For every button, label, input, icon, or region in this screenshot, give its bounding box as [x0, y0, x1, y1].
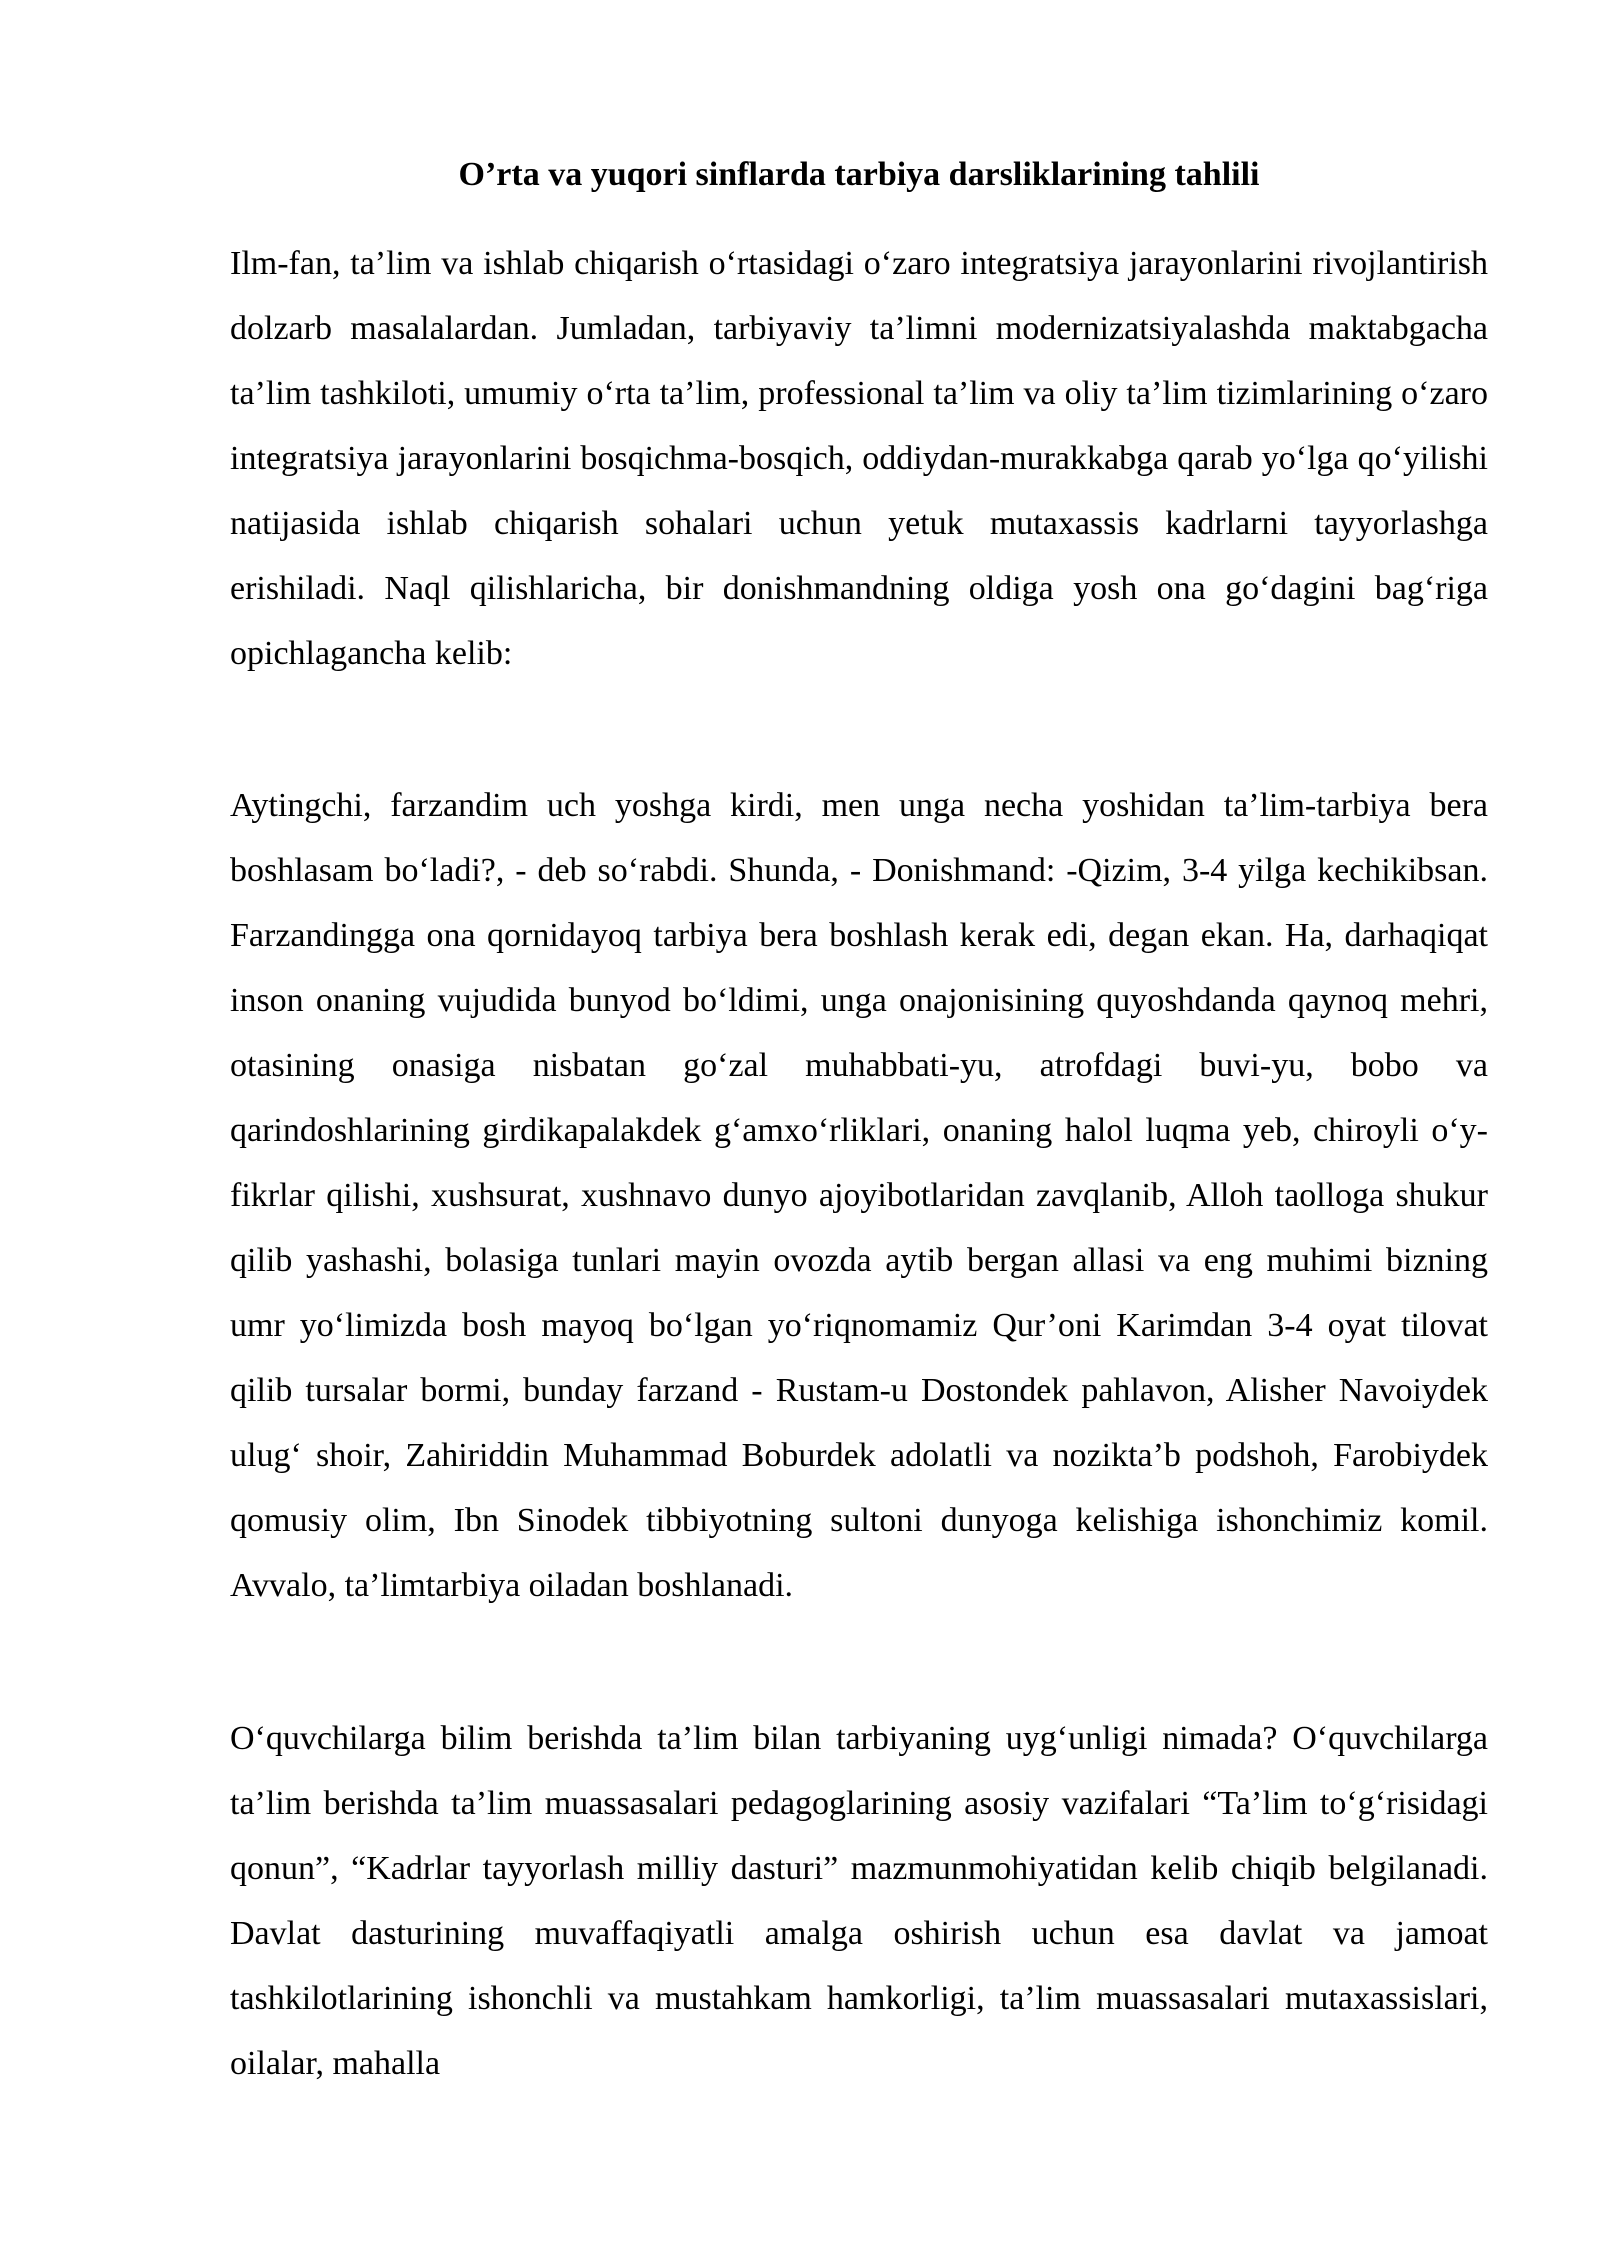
paragraph-1: Ilm-fan, ta’lim va ishlab chiqarish o‘rtasidagi o‘zaro integratsiya jarayonlarini rivojlantirish dolzarb masalalardan. Jumladan, tarbiyaviy ta’limni modernizatsiyalashda maktabgacha ta’lim tashkiloti, umumiy o‘rta ta’lim, professional ta’lim va oliy ta’lim tizimlarining o‘zaro integratsiya jarayonlarini bosqichma-bosqich, oddiydan-murakkabga qarab yo‘lga qo‘yilishi natijasida ishlab chiqarish sohalari uchun yetuk mutaxassis kadrlarni tayyorlashga erishiladi. Naql qilishlaricha, bir donishmandning oldiga yosh ona go‘dagini bag‘riga opichlagancha kelib:	[230, 245, 1488, 672]
paragraph-3: O‘quvchilarga bilim berishda ta’lim bilan tarbiyaning uyg‘unligi nimada? O‘quvchilarga ta’lim berishda ta’lim muassasalari pedagoglarining asosiy vazifalari “Ta’lim to‘g‘risidagi qonun”, “Kadrlar tayyorlash milliy dasturi” mazmunmohiyatidan kelib chiqib belgilanadi. Davlat dasturining muvaffaqiyatli amalga oshirish uchun esa davlat va jamoat tashkilotlarining ishonchli va mustahkam hamkorligi, ta’lim muassasalari mutaxassislari, oilalar, mahalla	[230, 1720, 1488, 2082]
document-title: O’rta va yuqori sinflarda tarbiya darsliklarining tahlili	[458, 156, 1260, 193]
paragraph-2: Aytingchi, farzandim uch yoshga kirdi, men unga necha yoshidan ta’lim-tarbiya bera boshlasam bo‘ladi?, - deb so‘rabdi. Shunda, - Donishmand: -Qizim, 3-4 yilga kechikibsan. Farzandingga ona qornidayoq tarbiya bera boshlash kerak edi, degan ekan. Ha, darhaqiqat inson onaning vujudida bunyod bo‘ldimi, unga onajonisining quyoshdanda qaynoq mehri, otasining onasiga nisbatan go‘zal muhabbati-yu, atrofdagi buvi-yu, bobo va qarindoshlarining girdikapalakdek g‘amxo‘rliklari, onaning halol luqma yeb, chiroyli o‘y-fikrlar qilishi, xushsurat, xushnavo dunyo ajoyibotlaridan zavqlanib, Alloh taolloga shukur qilib yashashi, bolasiga tunlari mayin ovozda aytib bergan allasi va eng muhimi bizning umr yo‘limizda bosh mayoq bo‘lgan yo‘riqnomamiz Qur’oni Karimdan 3-4 oyat tilovat qilib tursalar bormi, bunday farzand - Rustam-u Dostondek pahlavon, Alisher Navoiydek ulug‘ shoir, Zahiriddin Muhammad Boburdek adolatli va nozikta’b podshoh, Farobiydek qomusiy olim, Ibn Sinodek tibbiyotning sultoni dunyoga kelishiga ishonchimiz komil. Avvalo, ta’limtarbiya oiladan boshlanadi.	[230, 787, 1488, 1604]
